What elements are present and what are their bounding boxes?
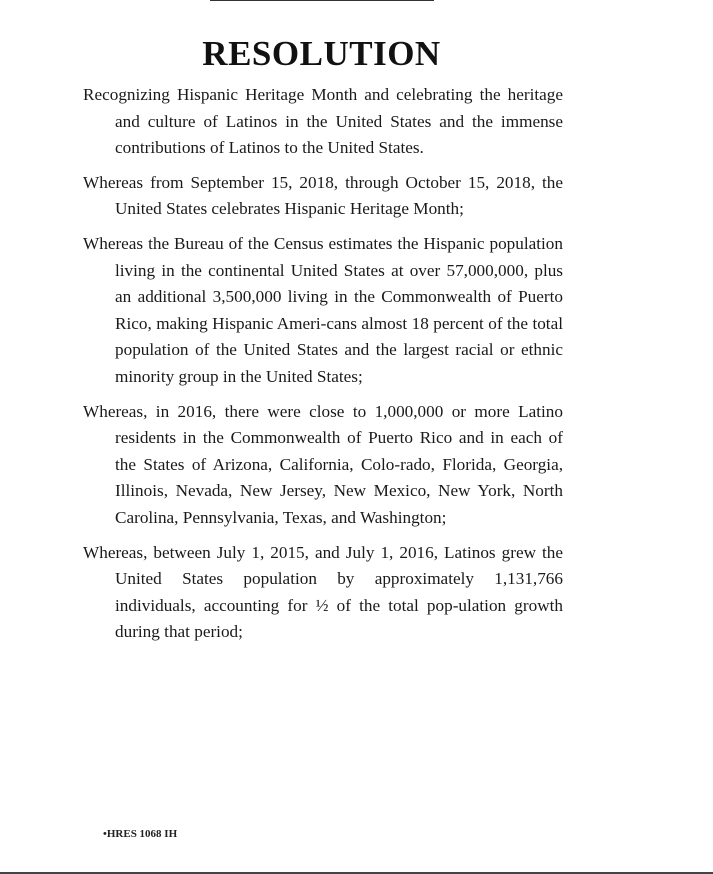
resolution-body — [83, 82, 563, 654]
whereas-clause-1: Whereas from September 15, 2018, through October 15, 2018, the United States celebrates Hispanic Heritage Month; — [83, 172, 563, 219]
top-rule — [210, 0, 434, 1]
preamble-paragraph: Recognizing Hispanic Heritage Month and celebrating the heritage and culture of Latinos in the United States and the immense contributions of Latinos to the United States. — [83, 85, 563, 158]
whereas-clause-3: Whereas, in 2016, there were close to 1,000,000 or more Latino residents in the Commonwealth of Puerto Rico and in each of the States of Arizona, California, Colo-rado, Florida, Georgia, Illinois, Nevada, New Jersey, New Mexico, New York, North Carolina, Pennsylvania, Texas, and Washington; — [83, 401, 563, 527]
footer-bill-id: •HRES 1068 IH — [103, 828, 178, 840]
whereas-clause-4: Whereas, between July 1, 2015, and July 1, 2016, Latinos grew the United States population by approximately 1,131,766 individuals, accounting for ½ of the total pop-ulation growth during that period; — [83, 542, 563, 642]
whereas-clause-2: Whereas the Bureau of the Census estimates the Hispanic population living in the continental United States at over 57,000,000, plus an additional 3,500,000 living in the Commonwealth of Puerto Rico, making Hispanic Ameri-cans almost 18 percent of the total population of the United States and the largest racial or ethnic minority group in the United States; — [83, 233, 563, 386]
document-title: RESOLUTION — [202, 34, 441, 73]
